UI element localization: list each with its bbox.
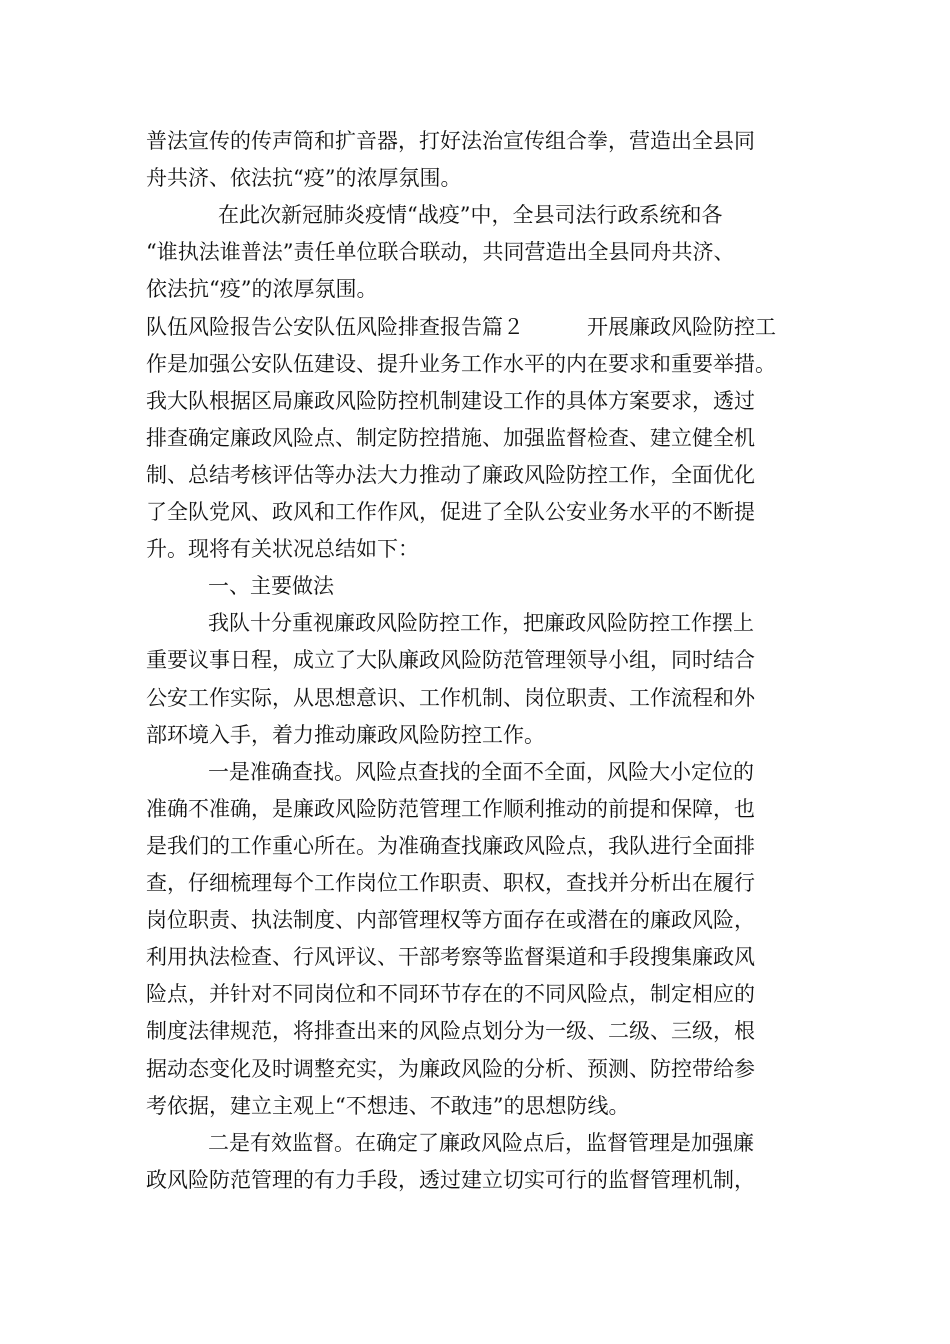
paragraph-line: 我大队根据区局廉政风险防控机制建设工作的具体方案要求，透过 xyxy=(146,388,755,413)
paragraph-line: “谁执法谁普法”责任单位联合联动，共同营造出全县同舟共济、 xyxy=(146,240,735,265)
paragraph-line: 是我们的工作重心所在。为准确查找廉政风险点，我队进行全面排 xyxy=(146,833,755,858)
paragraph-line: 升。现将有关状况总结如下： xyxy=(146,537,419,562)
paragraph-line: 部环境入手，着力推动廉政风险防控工作。 xyxy=(146,722,545,747)
paragraph-line: 在此次新冠肺炎疫情“战疫”中，全县司法行政系统和各 xyxy=(218,203,723,228)
paragraph-line: 作是加强公安队伍建设、提升业务工作水平的内在要求和重要举措。 xyxy=(146,351,776,376)
paragraph-line: 排查确定廉政风险点、制定防控措施、加强监督检查、建立健全机 xyxy=(146,425,755,450)
paragraph-line: 舟共济、依法抗“疫”的浓厚氛围。 xyxy=(146,166,462,191)
paragraph-line: 公安工作实际，从思想意识、工作机制、岗位职责、工作流程和外 xyxy=(146,685,755,710)
paragraph-line: 险点，并针对不同岗位和不同环节存在的不同风险点，制定相应的 xyxy=(146,982,755,1007)
paragraph-line: 制、总结考核评估等办法大力推动了廉政风险防控工作，全面优化 xyxy=(146,462,755,487)
paragraph-line: 政风险防范管理的有力手段，透过建立切实可行的监督管理机制， xyxy=(146,1167,755,1192)
paragraph-line: 依法抗“疫”的浓厚氛围。 xyxy=(146,277,378,302)
paragraph-line: 重要议事日程，成立了大队廉政风险防范管理领导小组，同时结合 xyxy=(146,648,755,673)
section-heading-line: 队伍风险报告公安队伍风险排查报告篇２ 开展廉政风险防控工 xyxy=(146,314,776,339)
paragraph-line: 二是有效监督。在确定了廉政风险点后，监督管理是加强廉 xyxy=(208,1130,754,1155)
paragraph-line: 了全队党风、政风和工作作风，促进了全队公安业务水平的不断提 xyxy=(146,500,755,524)
paragraph-line: 利用执法检查、行风评议、干部考察等监督渠道和手段搜集廉政风 xyxy=(146,945,755,970)
paragraph-line: 岗位职责、执法制度、内部管理权等方面存在或潜在的廉政风险， xyxy=(146,908,755,933)
paragraph-line: 准确不准确，是廉政风险防范管理工作顺利推动的前提和保障，也 xyxy=(146,796,755,821)
paragraph-line: 制度法律规范，将排查出来的风险点划分为一级、二级、三级，根 xyxy=(146,1019,755,1044)
paragraph-line: 一、主要做法 xyxy=(208,574,334,599)
paragraph-line: 我队十分重视廉政风险防控工作，把廉政风险防控工作摆上 xyxy=(208,611,754,636)
paragraph-line: 普法宣传的传声筒和扩音器，打好法治宣传组合拳，营造出全县同 xyxy=(146,129,755,153)
paragraph-line: 一是准确查找。风险点查找的全面不全面，风险大小定位的 xyxy=(208,759,754,784)
paragraph-line: 据动态变化及时调整充实，为廉政风险的分析、预测、防控带给参 xyxy=(146,1056,755,1081)
paragraph-line: 查，仔细梳理每个工作岗位工作职责、职权，查找并分析出在履行 xyxy=(146,871,755,895)
paragraph-line: 考依据，建立主观上“不想违、不敢违”的思想防线。 xyxy=(146,1093,630,1118)
